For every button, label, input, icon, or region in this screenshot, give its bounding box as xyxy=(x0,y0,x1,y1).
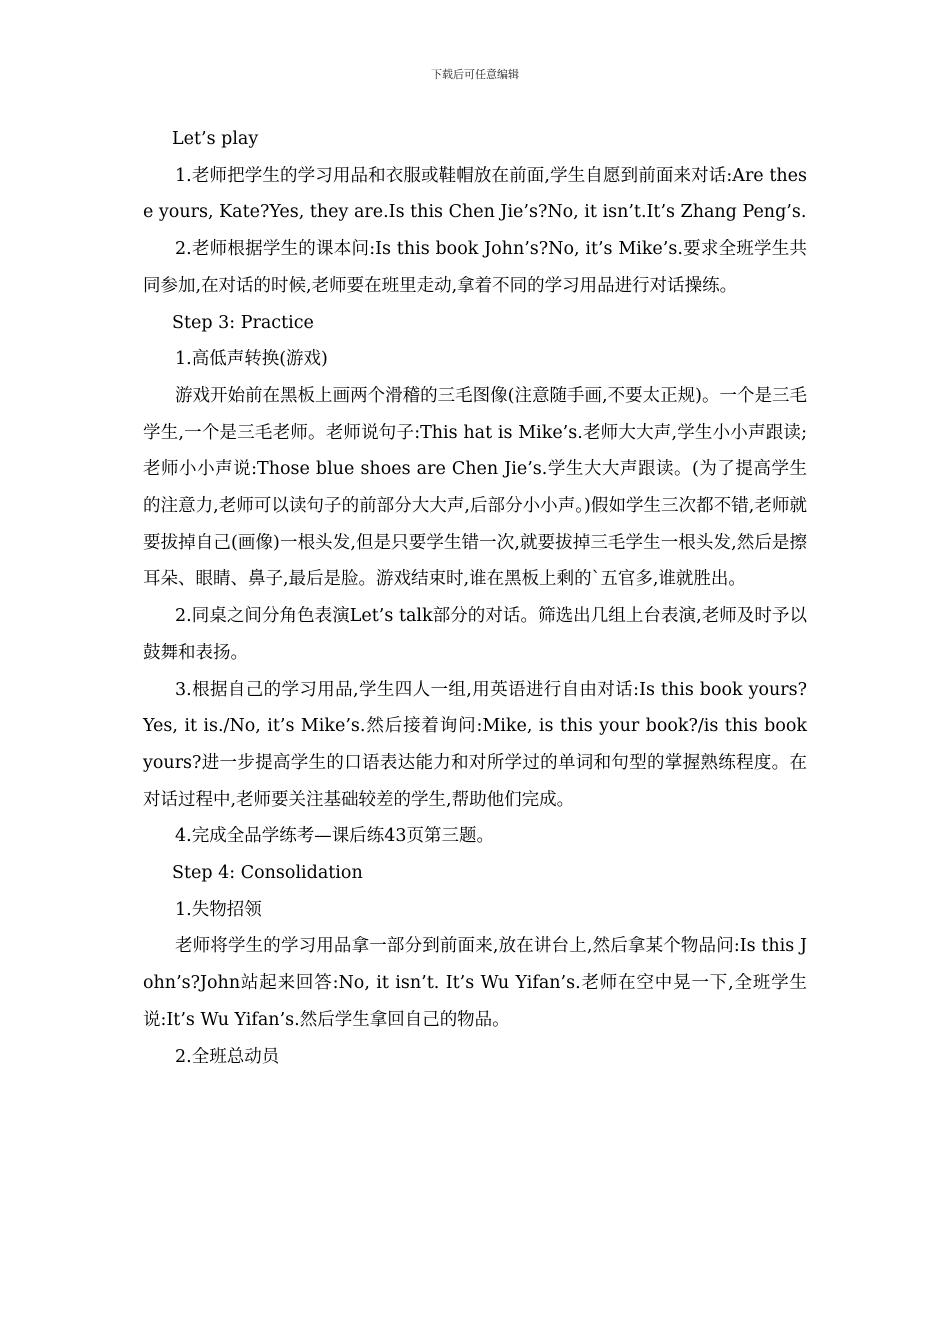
section-heading-lets-play: Let’s play xyxy=(172,129,259,149)
section-heading-consolidation: Step 4: Consolidation xyxy=(172,863,363,884)
paragraph: 3.根据自己的学习用品,学生四人一组,用英语进行自由对话:Is this book yours?Yes, it is./No, it’s Mike’s.然后接着询问:Mike, is this your book?/is this book yours?进一步提高学生的口语表达能力和对所学过的单词和句型的掌握熟练程度。在对话过程中,老师要关注基础较差的学生,帮助他们完成。 xyxy=(143,679,807,810)
paragraph: 4.完成全品学练考—课后练43页第三题。 xyxy=(175,826,494,847)
page-header-note: 下载后可任意编辑 xyxy=(431,68,519,81)
paragraph: 1.高低声转换(游戏) xyxy=(175,349,328,370)
paragraph: 2.同桌之间分角色表演Let’s talk部分的对话。筛选出几组上台表演,老师及时予以鼓舞和表扬。 xyxy=(143,606,807,663)
paragraph: 2.老师根据学生的课本问:Is this book John’s?No, it’s Mike’s.要求全班学生共同参加,在对话的时候,老师要在班里走动,拿着不同的学习用品进行对话操练。 xyxy=(143,239,807,296)
paragraph: 游戏开始前在黑板上画两个滑稽的三毛图像(注意随手画,不要太正规)。一个是三毛学生,一个是三毛老师。老师说句子:This hat is Mike’s.老师大大声,学生小小声跟读;老师小小声说:Those blue shoes are Chen Jie’s.学生大大声跟读。(为了提高学生的注意力,老师可以读句子的前部分大大声,后部分小小声。)假如学生三次都不错,老师就要拔掉自己(画像)一根头发,但是只要学生错一次,就要拔掉三毛学生一根头发,然后是擦耳朵、眼睛、鼻子,最后是脸。游戏结束时,谁在黑板上剩的`五官多,谁就胜出。 xyxy=(143,385,807,590)
document-body xyxy=(143,121,807,1075)
paragraph: 老师将学生的学习用品拿一部分到前面来,放在讲台上,然后拿某个物品问:Is this John’s?John站起来回答:No, it isn’t. It’s Wu Yifan’s.老师在空中晃一下,全班学生说:It’s Wu Yifan’s.然后学生拿回自己的物品。 xyxy=(143,936,807,1030)
paragraph: 1.失物招领 xyxy=(175,899,262,920)
paragraph: 2.全班总动员 xyxy=(175,1046,280,1067)
paragraph: 1.老师把学生的学习用品和衣服或鞋帽放在前面,学生自愿到前面来对话:Are these yours, Kate?Yes, they are.Is this Chen Jie’s?No, it isn’t.It’s Zhang Peng’s. xyxy=(143,165,807,223)
section-heading-practice: Step 3: Practice xyxy=(172,312,314,333)
